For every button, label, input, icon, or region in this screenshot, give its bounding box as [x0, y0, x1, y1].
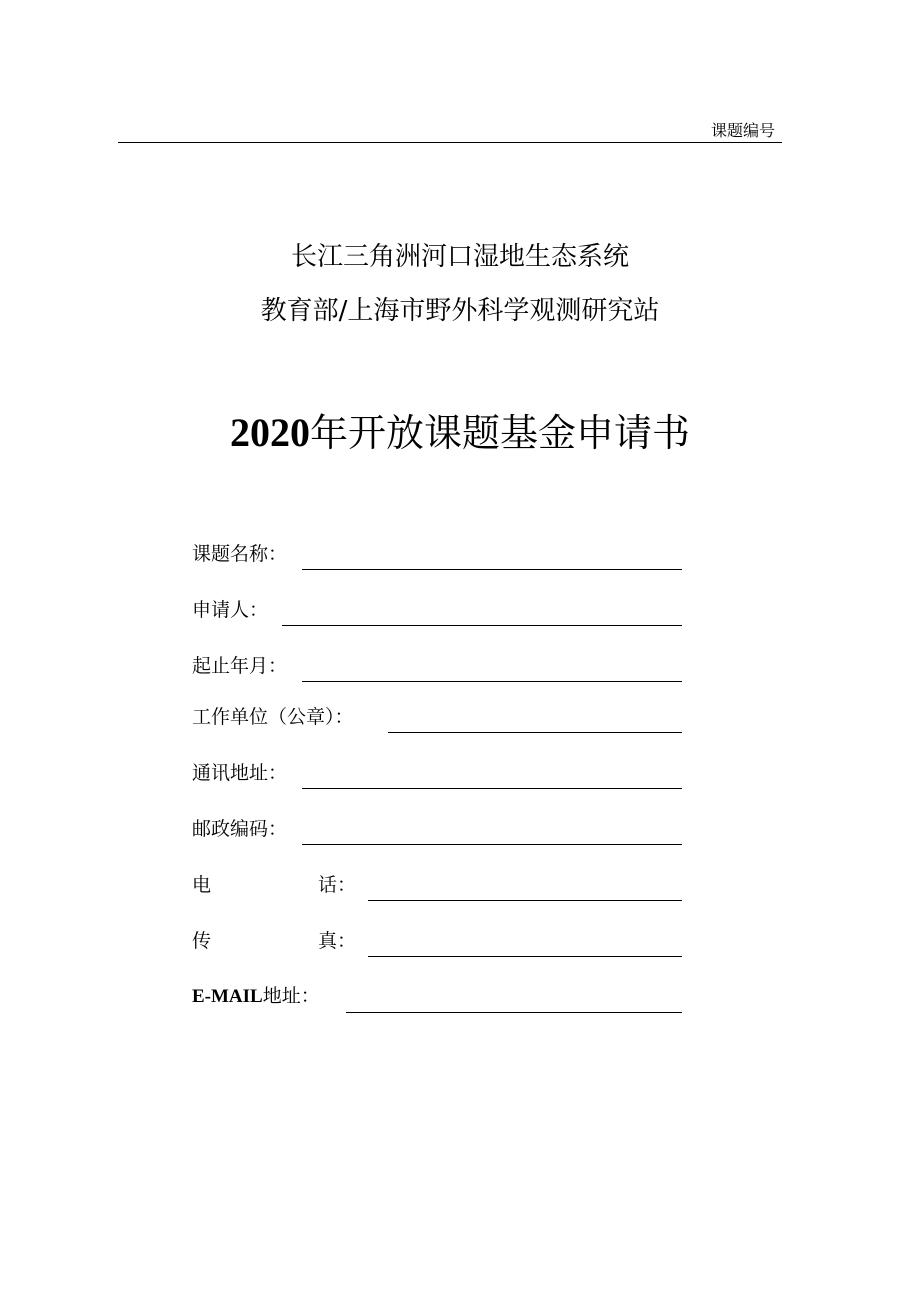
field-phone-label-char1: 电 — [192, 874, 212, 896]
field-work-unit — [192, 703, 682, 733]
document-title-text: 年开放课题基金申请书 — [309, 411, 690, 455]
field-project-name-input-line[interactable] — [302, 569, 682, 570]
field-project-name — [192, 540, 682, 570]
field-fax — [192, 927, 682, 957]
project-number-label: 课题编号 — [711, 121, 776, 140]
field-phone-label — [192, 873, 357, 897]
field-fax-label — [192, 929, 357, 953]
field-address-label: 通讯地址： — [192, 762, 288, 784]
field-period-label: 起止年月： — [192, 655, 288, 677]
field-phone — [192, 871, 682, 901]
field-period — [192, 652, 682, 682]
field-phone-label-char2: 话： — [318, 874, 357, 896]
document-title-year: 2020 — [229, 410, 310, 455]
field-applicant-input-line[interactable] — [282, 625, 682, 626]
field-postcode-label: 邮政编码： — [192, 818, 288, 840]
document-title — [0, 410, 920, 456]
organization-name-line-1: 长江三角洲河口湿地生态系统 — [290, 242, 629, 272]
field-fax-label-char2: 真： — [318, 930, 357, 952]
field-email — [192, 983, 682, 1013]
field-fax-input-line[interactable] — [368, 956, 682, 957]
field-phone-input-line[interactable] — [368, 900, 682, 901]
field-email-input-line[interactable] — [346, 1012, 682, 1013]
organization-name-line-2: 教育部/上海市野外科学观测研究站 — [260, 296, 660, 326]
field-project-name-label: 课题名称： — [192, 543, 288, 565]
field-postcode-input-line[interactable] — [302, 844, 682, 845]
field-work-unit-label: 工作单位（公章）： — [192, 706, 354, 728]
field-postcode — [192, 815, 682, 845]
field-period-input-line[interactable] — [302, 681, 682, 682]
field-email-label-suffix: 地址： — [262, 985, 320, 1007]
field-address-input-line[interactable] — [302, 788, 682, 789]
field-email-label-latin: E-MAIL — [192, 986, 263, 1007]
field-work-unit-input-line[interactable] — [388, 732, 682, 733]
field-email-label — [192, 984, 320, 1009]
field-applicant-label: 申请人： — [192, 599, 269, 621]
field-fax-label-char1: 传 — [192, 930, 212, 952]
field-applicant — [192, 596, 682, 626]
field-address — [192, 759, 682, 789]
header-rule — [118, 142, 782, 143]
